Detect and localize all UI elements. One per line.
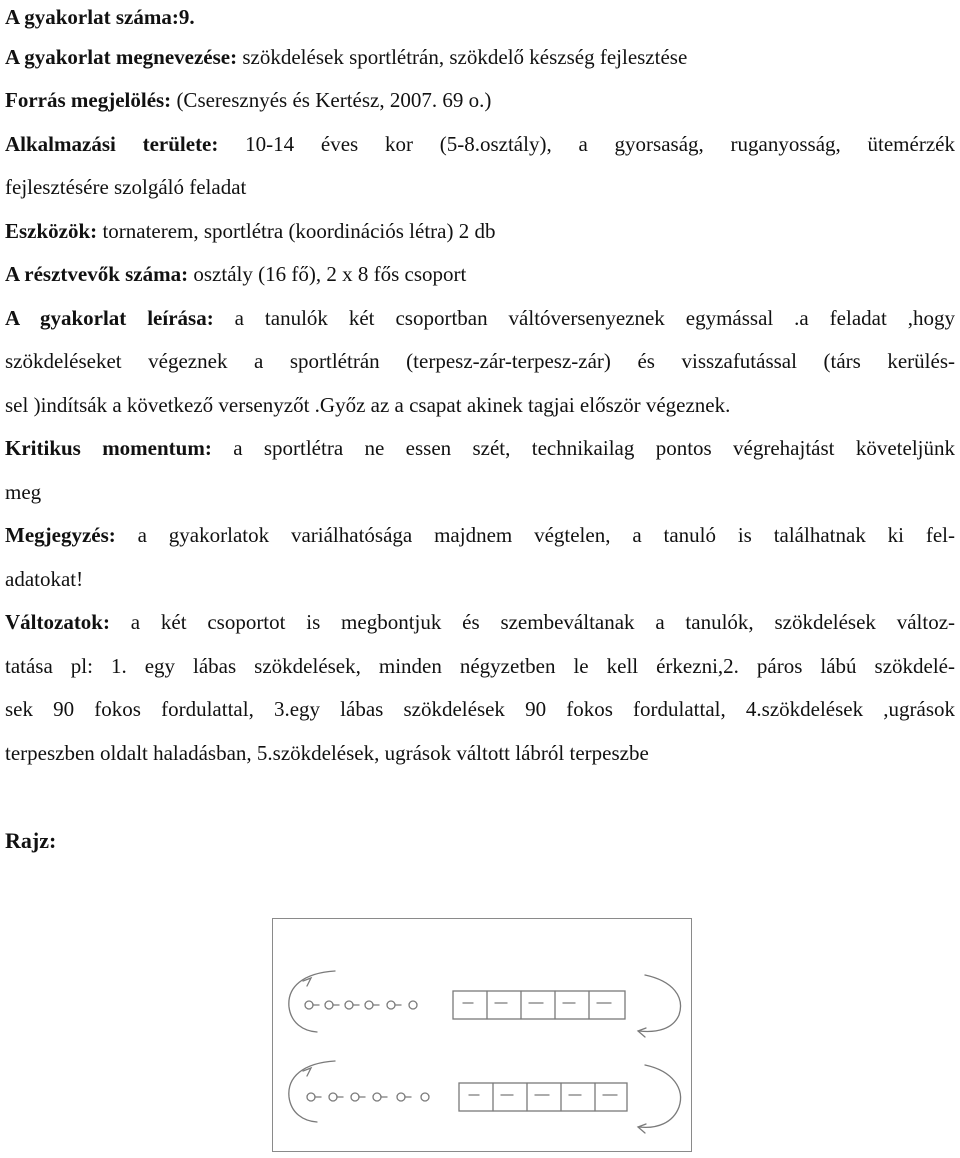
player-top-6 [409,1001,417,1009]
note-row [5,522,955,548]
critical-row-2: meg [5,480,42,504]
note-label: Megjegyzés: [5,523,116,547]
source-label: Forrás megjelölés: [5,88,172,112]
note-row-2: adatokat! [5,567,84,591]
description-label: A gyakorlat leírása: [5,306,214,330]
drawing-label: Rajz: [5,828,57,853]
tools-row [5,218,955,244]
participants-row [5,261,955,287]
player-top-3 [345,1001,353,1009]
arrow-head-bottom-right [638,1124,646,1133]
ladder-top-rungs [487,991,589,1019]
player-bottom-3 [351,1093,359,1101]
critical-row [5,435,955,461]
exercise-number: A gyakorlat száma:9. [5,5,195,29]
description-value: a tanulók két csoportban váltóversenyeznek egymással .a feladat ,hogy [234,306,956,330]
return-path-bottom-left [289,1061,335,1122]
source-value: (Cseresznyés és Kertész, 2007. 69 o.) [176,88,492,112]
tools-label: Eszközök: [5,219,98,243]
player-bottom-5 [397,1093,405,1101]
return-path-bottom-right [639,1065,681,1127]
exercise-name-label: A gyakorlat megnevezése: [5,45,238,69]
area-row-continued: fejlesztésére szolgáló feladat [5,175,247,199]
player-top-5 [387,1001,395,1009]
source-row [5,87,955,113]
variants-row-4: terpeszben oldalt haladásban, 5.szökdelések, ugrások váltott lábról terpeszbe [5,741,649,765]
ladder-drawing [272,918,692,1152]
area-value: 10-14 éves kor (5-8.osztály), a gyorsaság, ruganyosság, ütemérzék [245,132,955,156]
ladder-sketch [273,919,691,1151]
note-value: a gyakorlatok variálhatósága majdnem végtelen, a tanuló is találhatnak ki fel- [137,523,956,547]
player-top-1 [305,1001,313,1009]
player-bottom-1 [307,1093,315,1101]
critical-label: Kritikus momentum: [5,436,212,460]
player-bottom-4 [373,1093,381,1101]
area-row [5,131,955,157]
ladder-bottom [459,1083,627,1111]
variants-label: Változatok: [5,610,110,634]
arrow-head-top-right [638,1028,646,1037]
variants-row-2: tatása pl: 1. egy lábas szökdelések, minden négyzetben le kell érkezni,2. páros lábú szökdelé- [5,654,955,678]
exercise-name-value: szökdelések sportlétrán, szökdelő készség fejlesztése [242,45,688,69]
variants-value: a két csoportot is megbontjuk és szembeváltanak a tanulók, szökdelések változ- [130,610,956,634]
participants-value: osztály (16 fő), 2 x 8 fős csoport [193,262,467,286]
player-top-4 [365,1001,373,1009]
description-row [5,305,955,331]
ladder-bottom-rungs [493,1083,595,1111]
description-row-3: sel )indítsák a következő versenyzőt .Győz az a csapat akinek tagjai először végeznek. [5,393,731,417]
participants-label: A résztvevők száma: [5,262,189,286]
return-path-top-right [639,975,681,1031]
variants-row-3: sek 90 fokos fordulattal, 3.egy lábas szökdelések 90 fokos fordulattal, 4.szökdelések ,ugrások [5,697,955,721]
tools-value: tornaterem, sportlétra (koordinációs létra) 2 db [102,219,496,243]
exercise-name-row [5,44,955,70]
variants-row [5,609,955,635]
area-label: Alkalmazási területe: [5,132,219,156]
description-row-2: szökdeléseket végeznek a sportlétrán (terpesz-zár-terpesz-zár) és visszafutással (társ kerülés- [5,349,955,373]
player-bottom-6 [421,1093,429,1101]
player-bottom-2 [329,1093,337,1101]
critical-value: a sportlétra ne essen szét, technikailag pontos végrehajtást követeljünk [233,436,955,460]
ladder-top [453,991,625,1019]
player-top-2 [325,1001,333,1009]
